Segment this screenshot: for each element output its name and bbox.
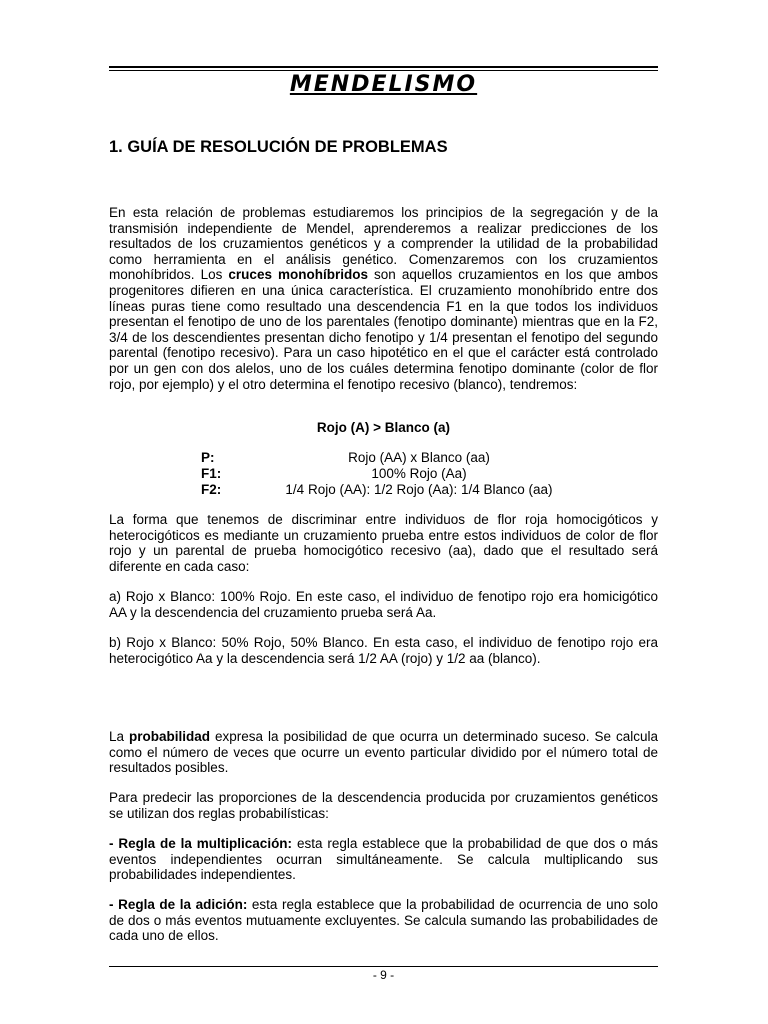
page-number: - 9 - [372,968,395,982]
probability-bold-term: probabilidad [129,729,210,744]
intro-paragraph [109,205,658,392]
rule-multiplication-title: - Regla de la multiplicación: [109,836,293,851]
generation-value: 100% Rojo (Aa) [371,466,467,481]
probability-text-pre: La [109,729,129,744]
generation-row-p [109,450,658,466]
intro-text-1: En esta relación de problemas estudiaremos los principios de la segregación y de la transmisión independiente de Mendel, aprenderemos a realizar predicciones de los resultados de los cruzamientos genéticos y a comprender la utilidad de la probabilidad como herramienta en el análisis genético. Comenzaremos con los cruzamientos monohíbridos. Los [109,205,658,283]
rule-addition-title: - Regla de la adición: [109,897,248,912]
rule-multiplication-paragraph [109,836,658,883]
intro-text-2: son aquellos cruzamientos en los que ambos progenitores difieren en una única característica. El cruzamiento monohíbrido entre dos líneas puras tiene como resultado una descendencia F1 en la que todos los individuos presentan el fenotipo de uno de los parentales (fenotipo dominante) mientras que en la F2, 3/4 de los descendientes presentan dicho fenotipo y 1/4 presentan el fenotipo del segundo parental (fenotipo recesivo). Para un caso hipotético en el que el carácter está controlado por un gen con dos alelos, uno de los cuáles determina fenotipo dominante (color de flor rojo, por ejemplo) y el otro determina el fenotipo recesivo (blanco), tendremos: [109,267,658,392]
header-rule-thin [109,70,658,71]
probability-paragraph [109,729,658,776]
header-rule [109,66,658,68]
rule-addition-text: esta regla establece que la probabilidad de ocurrencia de uno solo de dos o más eventos mutuamente excluyentes. Se calcula sumando las probabilidades de cada uno de ellos. [109,897,658,944]
test-cross-paragraph: La forma que tenemos de discriminar entre individuos de flor roja homocigóticos y heterocigóticos es mediante un cruzamiento prueba entre estos individuos de color de flor rojo y un parental de prueba homocigótico recesivo (aa), dado que el resultado será diferente en cada caso: [109,512,658,574]
intro-bold-term: cruces monohíbridos [228,267,368,283]
case-b-paragraph: b) Rojo x Blanco: 50% Rojo, 50% Blanco. En esta caso, el individuo de fenotipo rojo era heterocigótico Aa y la descendencia será 1/2 AA (rojo) y 1/2 aa (blanco). [109,635,658,666]
generation-label: P: [201,450,215,465]
dominance-line: Rojo (A) > Blanco (a) [316,420,451,435]
generation-label: F2: [201,482,222,497]
rule-multiplication-text: esta regla establece que la probabilidad de que dos o más eventos independientes ocurran simultáneamente. Se calcula multiplicando sus probabilidades independientes. [109,836,658,883]
generation-row-f1 [109,466,658,482]
generation-value: 1/4 Rojo (AA): 1/2 Rojo (Aa): 1/4 Blanco (aa) [285,482,553,497]
generation-value: Rojo (AA) x Blanco (aa) [348,450,490,465]
rule-addition-paragraph [109,897,658,944]
section-heading: 1. GUÍA DE RESOLUCIÓN DE PROBLEMAS [109,138,448,156]
generation-label: F1: [201,466,222,481]
probability-text-post: expresa la posibilidad de que ocurra un determinado suceso. Se calcula como el número de veces que ocurre un evento particular dividido por el número total de resultados posibles. [109,729,658,776]
page-title: MENDELISMO [289,72,478,97]
generation-row-f2 [109,482,658,498]
predict-paragraph: Para predecir las proporciones de la descendencia producida por cruzamientos genéticos se utilizan dos reglas probabilísticas: [109,790,658,821]
case-a-paragraph: a) Rojo x Blanco: 100% Rojo. En este caso, el individuo de fenotipo rojo era homicigótico AA y la descendencia del cruzamiento prueba será Aa. [109,589,658,620]
footer-rule [109,966,658,967]
